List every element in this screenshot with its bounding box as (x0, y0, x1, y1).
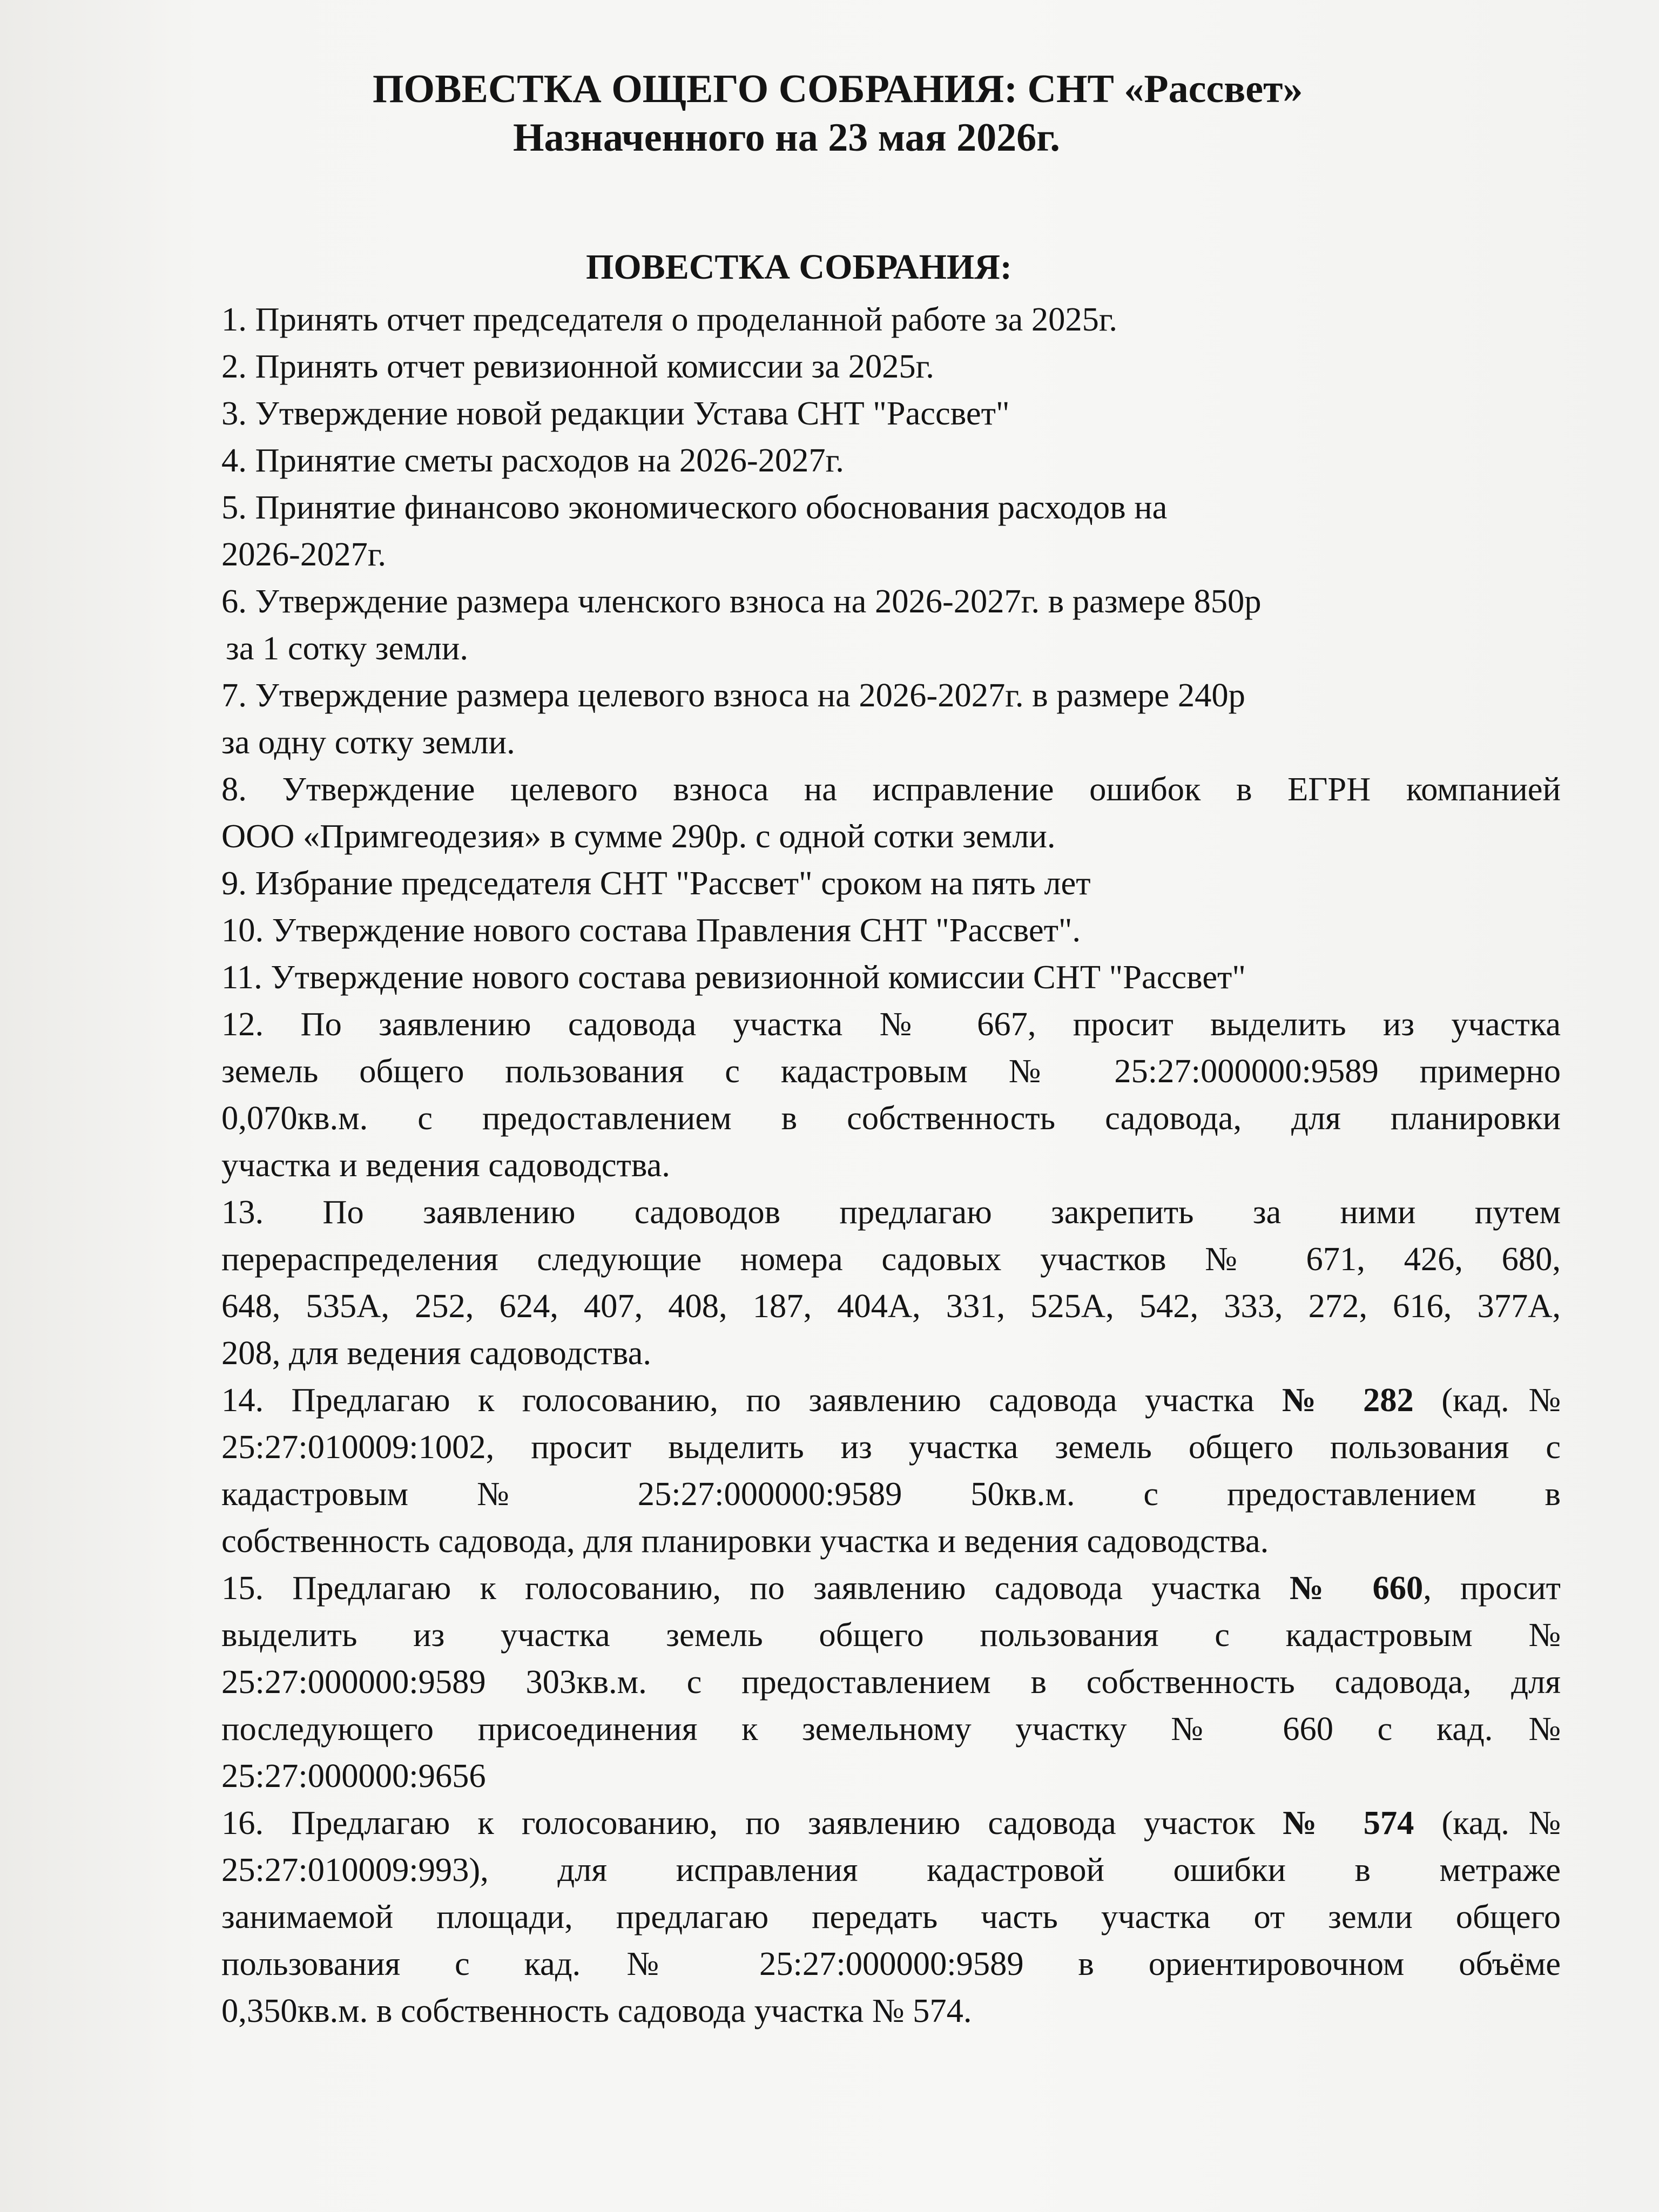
agenda-item-text: ООО «Примгеодезия» в сумме 290р. с одной сотки земли. (221, 817, 1056, 855)
agenda-heading: ПОВЕСТКА СОБРАНИЯ: (586, 247, 1012, 287)
agenda-item-text: земель общего пользования с кадастровым № 25:27:000000:9589 примерно (221, 1052, 1561, 1090)
agenda-item-line (221, 1564, 1561, 1611)
agenda-item-text: 6. Утверждение размера членского взноса на 2026-2027г. в размере 850р (221, 582, 1262, 620)
agenda-item-text: , просит (1423, 1569, 1561, 1607)
agenda-item-text: (кад.№ (1413, 1381, 1561, 1419)
agenda-item-text: 648, 535А, 252, 624, 407, 408, 187, 404А, 331, 525А, 542, 333, 272, 616, 377А, (221, 1287, 1561, 1325)
agenda-item-4 (221, 437, 1561, 484)
agenda-list (221, 296, 1561, 2034)
agenda-item-10 (221, 907, 1561, 954)
agenda-item-line (221, 1377, 1561, 1424)
agenda-item-text: последующего присоединения к земельному участку № 660 с кад.№ (221, 1710, 1561, 1748)
agenda-item-text: 15. Предлагаю к голосованию, по заявлению садовода участка (221, 1569, 1290, 1607)
agenda-item-text: 208, для ведения садоводства. (221, 1334, 651, 1372)
agenda-item-text: 25:27:010009:993), для исправления кадастровой ошибки в метраже (221, 1851, 1561, 1889)
agenda-item-text: 11. Утверждение нового состава ревизионной комиссии СНТ "Рассвет" (221, 958, 1246, 996)
agenda-item-text: 25:27:000000:9589 303кв.м. с предоставлением в собственность садовода, для (221, 1663, 1561, 1701)
agenda-item-text: (кад.№ (1414, 1804, 1561, 1842)
agenda-item-7 (221, 672, 1561, 766)
agenda-item-1 (221, 296, 1561, 343)
plot-number: № 660 (1289, 1569, 1424, 1607)
agenda-item-text: 2026-2027г. (221, 535, 387, 573)
agenda-item-line (221, 1799, 1561, 1846)
plot-number: № 282 (1282, 1381, 1414, 1419)
plot-number: № 574 (1283, 1804, 1414, 1842)
agenda-item-16 (221, 1799, 1561, 2034)
agenda-item-text: 0,350кв.м. в собственность садовода участка № 574. (221, 1992, 972, 2029)
agenda-item-text: собственность садовода, для планировки участка и ведения садоводства. (221, 1522, 1269, 1560)
agenda-item-text: 7. Утверждение размера целевого взноса на 2026-2027г. в размере 240р (221, 676, 1245, 714)
agenda-item-text: 5. Принятие финансово экономического обоснования расходов на (221, 488, 1168, 526)
agenda-item-5 (221, 484, 1561, 578)
agenda-item-text: участка и ведения садоводства. (221, 1146, 670, 1184)
agenda-item-11 (221, 954, 1561, 1001)
agenda-item-text: пользования с кад.№ 25:27:000000:9589 в ориентировочном объёме (221, 1945, 1561, 1982)
document-title: ПОВЕСТКА ОЩЕГО СОБРАНИЯ: СНТ «Рассвет» (373, 67, 1303, 111)
agenda-item-text: 16. Предлагаю к голосованию, по заявлению садовода участок (221, 1804, 1283, 1842)
agenda-item-text: 3. Утверждение новой редакции Устава СНТ "Рассвет" (221, 394, 1010, 432)
agenda-item-text: 14. Предлагаю к голосованию, по заявлению садовода участка (221, 1381, 1283, 1419)
agenda-item-text: занимаемой площади, предлагаю передать часть участка от земли общего (221, 1898, 1561, 1936)
agenda-item-text: 8. Утверждение целевого взноса на исправление ошибок в ЕГРН компанией (221, 770, 1561, 808)
agenda-item-text: кадастровым № 25:27:000000:9589 50кв.м. с предоставлением в (221, 1475, 1561, 1513)
agenda-item-text: 4. Принятие сметы расходов на 2026-2027г. (221, 441, 844, 479)
agenda-item-text: за одну сотку земли. (221, 723, 515, 761)
agenda-item-text: 25:27:000000:9656 (221, 1757, 486, 1795)
agenda-item-2 (221, 343, 1561, 390)
agenda-item-6 (221, 578, 1561, 672)
document-header (373, 65, 1453, 162)
agenda-item-9 (221, 860, 1561, 907)
agenda-item-text: 1. Принять отчет председателя о проделанной работе за 2025г. (221, 300, 1118, 338)
document-subtitle: Назначенного на 23 мая 2026г. (513, 116, 1060, 160)
agenda-item-text: 0,070кв.м. с предоставлением в собственность садовода, для планировки (221, 1099, 1561, 1137)
agenda-item-14 (221, 1377, 1561, 1564)
agenda-item-text: выделить из участка земель общего пользования с кадастровым № (221, 1616, 1561, 1654)
agenda-item-3 (221, 390, 1561, 437)
agenda-item-text: 13. По заявлению садоводов предлагаю закрепить за ними путем (221, 1193, 1561, 1231)
agenda-item-text: перераспределения следующие номера садовых участков № 671, 426, 680, (221, 1240, 1561, 1278)
agenda-item-text: 2. Принять отчет ревизионной комиссии за 2025г. (221, 347, 934, 385)
agenda-item-12 (221, 1001, 1561, 1189)
agenda-item-13 (221, 1189, 1561, 1377)
agenda-item-text: 12. По заявлению садовода участка № 667, просит выделить из участка (221, 1005, 1561, 1043)
agenda-item-text: 25:27:010009:1002, просит выделить из участка земель общего пользования с (221, 1428, 1561, 1466)
agenda-item-text: 9. Избрание председателя СНТ "Рассвет" сроком на пять лет (221, 864, 1091, 902)
agenda-item-15 (221, 1564, 1561, 1799)
agenda-item-text: 10. Утверждение нового состава Правления СНТ "Рассвет". (221, 911, 1081, 949)
agenda-item-text: за 1 сотку земли. (226, 629, 469, 667)
agenda-item-8 (221, 766, 1561, 860)
